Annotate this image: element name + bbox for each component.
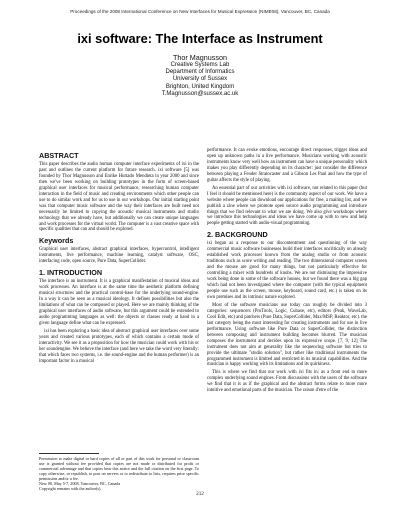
paper-title: ixi software: The Interface as Instrument: [77, 31, 323, 46]
running-head: Proceedings of the 2008 International Conference on New Interfaces for Musical Expression (NIME08), Vancouver, BC, Canada: [70, 9, 330, 14]
keywords-text: Graphical user interfaces, abstract graphical interfaces, hypercontrol, intelligent instruments, live performance, machine learning, catalyst software, OSC, interfacing code, open source, Pure Data, SuperCollider.: [39, 247, 199, 265]
background-heading: 2. BACKGROUND: [207, 230, 268, 240]
author-department: Department of Informatics: [165, 69, 235, 76]
right-column: [207, 148, 367, 394]
introduction-paragraph-2: ixi has been exploring a basic idea of abstract graphical user interfaces over some years and created various prototypes, each of which contains a certain mode of interactivity. We see it as a proposition for how the musician could work with his or her soundengine. We believe the interface (and here we take the word very literally: that which faces two systems, i.e. the sound-engine and the human performer) is an important factor in a musical: [39, 328, 199, 364]
author-email: T.Magnusson@sussex.ac.uk: [161, 90, 239, 97]
author-university: University of Sussex: [172, 76, 228, 83]
introduction-heading: 1. INTRODUCTION: [39, 268, 103, 278]
left-column: [39, 152, 199, 365]
keywords-heading: Keywords: [39, 236, 74, 246]
author-lab: Creative Systems Lab: [170, 62, 230, 68]
background-paragraph-3: This is where we find that our work with ixi fits in: as a front end to more complex underlying sound engines. From discussions with the users of the software we find that it is as if the graphical and the abstract forms relate to more more intuitive and emotional parts of the musician. The raison d'etre of the: [207, 370, 367, 394]
page-number: 212: [196, 491, 204, 497]
footnote-permission: Permission to make digital or hard copies of all or part of this work for personal or classroom use is granted without fee provided that copies are not made or distributed for profit or commercial advantage and that copies bear this notice and the full citation on the first page. To copy otherwise, or republish, to post on servers or to redistribute to lists, requires prior specific permission and/or a fee.: [39, 456, 199, 481]
introduction-paragraph-1: The interface is an instrument. It is a graphical manifestation of musical ideas and work processes. An interface is at the same time the aesthetic platform defining musical structures and the practical control-base for the underlying sound-engine. In a way it can be seen as a musical ideology. It defines possibilities but also the limitations of what can be composed or played. Here we are mainly thinking of the graphical user interfaces of audio software, but this argument could be extended to audio programming languages as well: the objects or classes ready at hand in a given language define what can be expressed.: [39, 279, 199, 326]
abstract-text: This paper describes the audio human computer interface experiments of ixi in the past and outlines the current platform for future research. ixi software [5] was founded by Thor Magnusson and Enrike Hurtado Mendieta in year 2000 and since then we've been working on building prototypes in the form of screen-based graphical user interfaces for musical performance, researching human computer interaction in the field of music and creating environments which other people can use to do similar work and for us to use in our workshops. Our initial starting point was that computer music software and the way their interfaces are built need not necessarily be limited to copying the acoustic musical instruments and studio technology that we already have, but additionally we can create unique languages and work processes for the virtual world. The computer is a vast creative space with specific qualities that can and should be explored.: [39, 162, 199, 233]
author-name: Thor Magnusson: [173, 53, 227, 62]
footnote-copyright: Copyright remains with the author(s).: [39, 486, 102, 491]
copyright-footnote: [39, 453, 199, 491]
background-paragraph-2: Most of the software musicians use today can roughly be divided into 3 categories: sequencers (ProTools, Logic, Cubase, etc), editors (Peak, WaveLab, Cool Edit, etc) and patchers (Pure Data, SuperCollider, Max/MSP, Reaktor, etc). the last category being the most interesting for creating instruments and for use in live performance. Using software like Pure Data or SuperCollider, the distinction between composing and instrument building becomes blurred. The musician composes the instrument and decides upon its expressive scope. [7, 9, 12] The instrument does not aim at generality like the sequencing software but tries to provide the ultimate "studio solution", but rather like traditional instruments the programmed instrument is limited and restricted in its musical capabilities. And the musician is happy working with its limitations and its quirkiness.: [207, 302, 367, 368]
background-paragraph-1: ixi began as a response to our discontentment and questioning of the way commercial music software businesses build their interfaces uncritically on already established work processes known from the analog studio or from acoustic traditions such as score writing and reading. The two dimensional computer screen and the mouse are good for many things, but not particularly effective for controlling a mixer with hundreds of knobs. We are not dismissing the impressive work being done in some of the software houses, but we found there was a big gap which had not been investigated where the computer (with the typical equipment people use such as the screen, mouse, keyboard, sound card, etc.) is taken on its own premises and its intrinsic nature explored.: [207, 241, 367, 300]
community-paragraph: An essential part of our activities with ixi software, not related to this paper (but I feel it should be mentioned here) is the community aspect of our work. We have a website where people can download our applications for free, a mailing list, and we publish a zine where we promote open source audio programming and introduce things that we find relevant to what we are doing. We also give workshops where we introduce this technologies and ideas we have come up with to new and help people getting started with audio-visual programming.: [207, 185, 367, 227]
abstract-heading: ABSTRACT: [39, 151, 79, 160]
author-block: [0, 53, 400, 98]
author-location: Brighton, United Kingdom: [165, 83, 235, 90]
intro-continued-paragraph: performance. It can evoke emotions, encourage direct responses, trigger ideas and open up unknown paths in a live performance. Musicians working with acoustic instruments know very well how an instrument can have a unique personality which makes you play differently depending on its character: just consider the difference between playing a Fender Stratocaster and a Gibson Les Paul and how the type of guitar affects the style of playing.: [207, 148, 367, 183]
footnote-venue: New 08, May 5-7, 2008, Vancouver, BC, Canada: [39, 481, 121, 486]
footnote-rule: [39, 453, 99, 454]
